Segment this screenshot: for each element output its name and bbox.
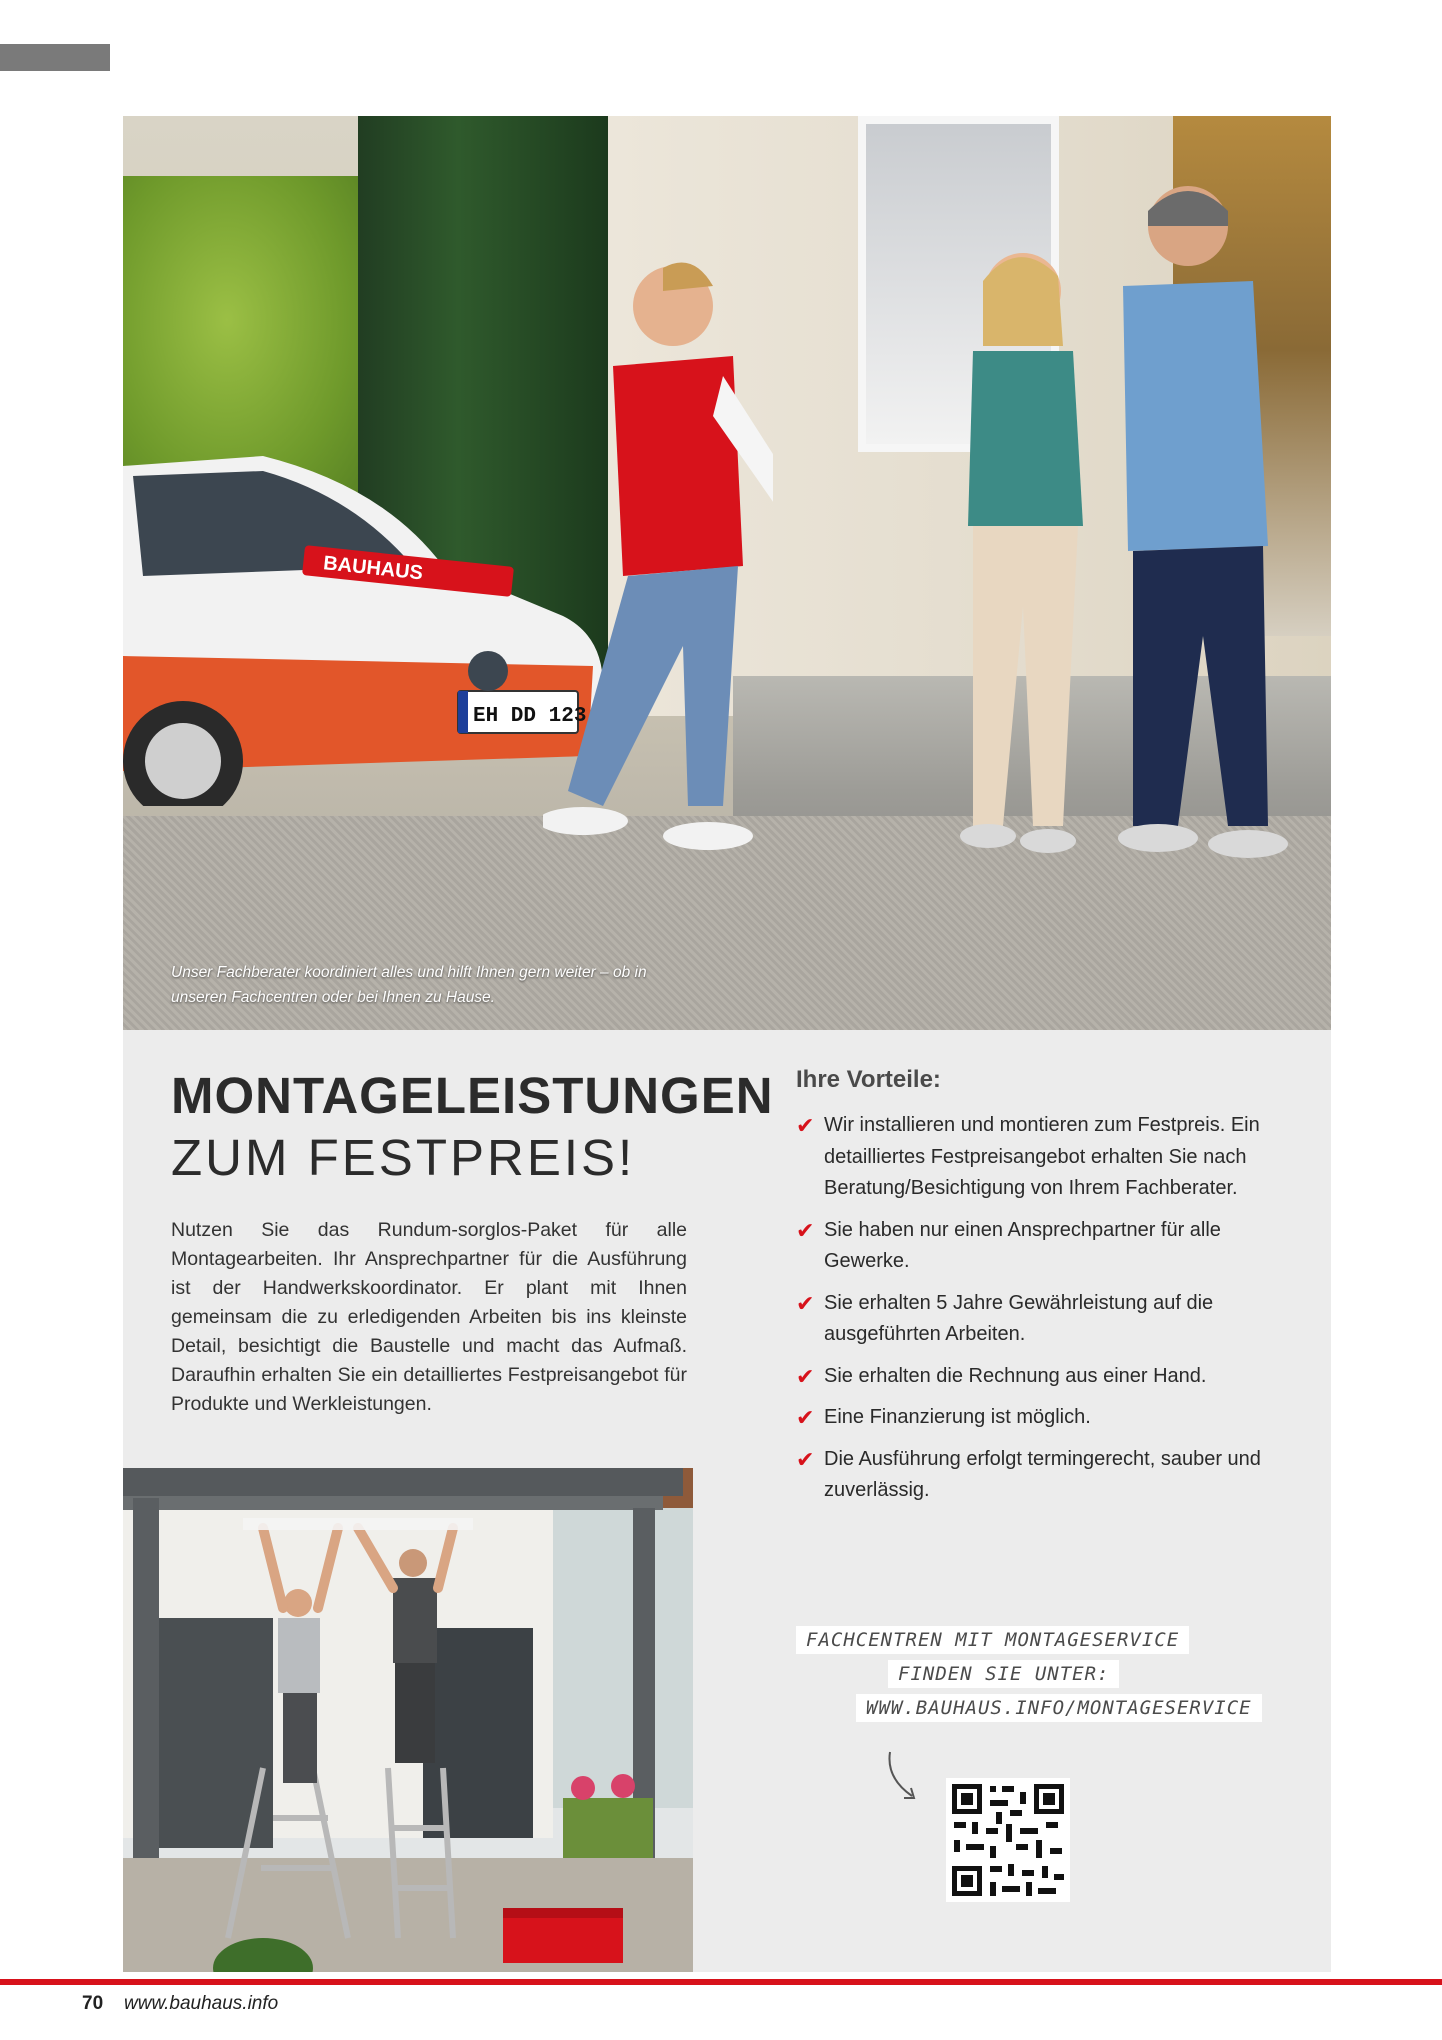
page-tab-marker (0, 44, 110, 71)
service-note-url[interactable]: WWW.BAUHAUS.INFO/MONTAGESERVICE (856, 1694, 1262, 1722)
benefit-item: ✔ Eine Finanzierung ist möglich. (796, 1402, 1296, 1434)
benefit-item: ✔ Sie erhalten 5 Jahre Gewährleistung auf die ausgeführten Arbeiten. (796, 1288, 1296, 1351)
page-subtitle: ZUM FESTPREIS! (171, 1129, 636, 1186)
curved-arrow-icon (884, 1748, 924, 1808)
advisor-figure (543, 246, 773, 896)
checkmark-icon: ✔ (796, 1405, 815, 1430)
footer-url[interactable]: www.bauhaus.info (124, 1993, 279, 2014)
intro-paragraph: Nutzen Sie das Rundum-sorglos-Paket für alle Montagearbeiten. Ihr Ansprechpartner für die Ausführung ist der Handwerkskoordinator. Er plant mit Ihnen gemeinsam die zu erledigenden Arbeiten bis ins kleinste Detail, besichtigt die Baustelle und macht das Aufmaß. Daraufhin erhalten Sie ein detailliertes Festpreisangebot für Produkte und Werkleistungen. (171, 1219, 687, 1415)
benefit-item: ✔ Sie haben nur einen Ansprechpartner für alle Gewerke. (796, 1215, 1296, 1278)
qr-code[interactable] (946, 1778, 1070, 1902)
benefit-item: ✔ Die Ausführung erfolgt termingerecht, sauber und zuverlässig. (796, 1444, 1296, 1507)
benefit-item: ✔ Wir installieren und montieren zum Festpreis. Ein detailliertes Festpreisangebot erhalten Sie nach Beratung/Besichtigung von Ihrem Fachberater. (796, 1110, 1296, 1205)
page-title: MONTAGELEISTUNGEN (171, 1067, 774, 1124)
hero-caption: Unser Fachberater koordiniert alles und hilft Ihnen gern weiter – ob in unseren Fachcentren oder bei Ihnen zu Hause. (171, 964, 647, 1006)
page-number: 70 (82, 1993, 104, 2014)
checkmark-icon: ✔ (796, 1217, 815, 1243)
checkmark-icon: ✔ (796, 1363, 815, 1389)
car-brand-text: BAUHAUS (322, 552, 424, 585)
checkmark-icon: ✔ (796, 1446, 815, 1472)
service-car (123, 426, 613, 806)
hero-photo (123, 116, 1331, 1030)
checkmark-icon: ✔ (796, 1113, 815, 1138)
service-note-line2: FINDEN SIE UNTER: (888, 1660, 1119, 1688)
man-figure (1078, 166, 1308, 866)
service-note-line1: FACHCENTREN MIT MONTAGESERVICE (796, 1626, 1189, 1654)
benefit-item: ✔ Sie erhalten die Rechnung aus einer Hand. (796, 1361, 1296, 1393)
installers-photo (123, 1468, 693, 1972)
benefits-list (796, 1110, 1296, 1517)
checkmark-icon: ✔ (796, 1290, 815, 1316)
license-plate: EH DD 123 (473, 705, 587, 728)
footer-rule (0, 1979, 1442, 1985)
benefits-title: Ihre Vorteile: (796, 1066, 941, 1093)
